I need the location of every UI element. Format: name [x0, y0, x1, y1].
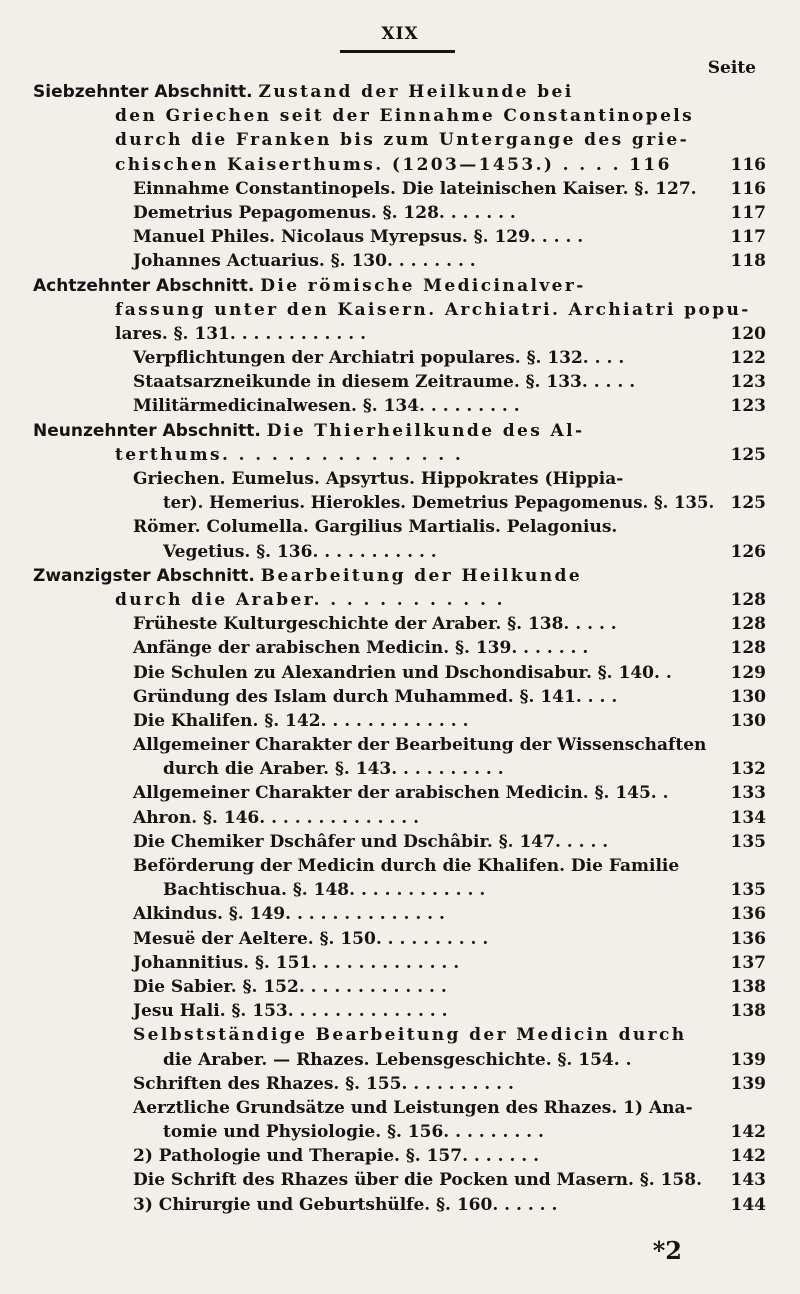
- toc-line: [0, 709, 800, 733]
- toc-entry: Jesu Hali. §. 153. . . . . . . . . . . . . .: [133, 1001, 448, 1022]
- toc-line-text: [133, 902, 445, 926]
- toc-line-text: [33, 564, 582, 588]
- toc-line: [0, 757, 800, 781]
- page-ref: 118: [730, 251, 766, 272]
- page-ref: 139: [730, 1049, 766, 1070]
- toc-line-text: [133, 1023, 686, 1047]
- page-number: XIX: [381, 24, 419, 44]
- toc-entry: Bachtischua. §. 148. . . . . . . . . . . .: [163, 880, 486, 901]
- toc-entry: Zustand der Heilkunde bei: [258, 82, 574, 102]
- toc-line-text: [133, 806, 419, 830]
- section-heading: Achtzehnter Abschnitt.: [33, 275, 255, 296]
- toc-line-text: [133, 999, 448, 1023]
- toc-entry: Militärmedicinalwesen. §. 134. . . . . . . . .: [133, 396, 520, 417]
- page-ref: 128: [730, 614, 766, 635]
- toc-line: [0, 394, 800, 418]
- toc-entry: Römer. Columella. Gargilius Martialis. Pelagonius.: [133, 517, 618, 538]
- toc-line: [0, 806, 800, 830]
- toc-entry: Alkindus. §. 149. . . . . . . . . . . . . .: [133, 904, 445, 925]
- toc-line: [0, 612, 800, 636]
- toc-entry: Allgemeiner Charakter der Bearbeitung der Wissenschaften: [133, 735, 707, 756]
- page-ref: 120: [730, 323, 766, 344]
- toc-line: [0, 249, 800, 273]
- toc-line: [0, 177, 800, 201]
- toc-line-text: [33, 419, 584, 443]
- page-ref: 116: [730, 178, 766, 199]
- page-ref: 129: [730, 662, 766, 683]
- toc-line-text: [133, 1072, 514, 1096]
- page-ref: 130: [730, 710, 766, 731]
- toc-line: [0, 225, 800, 249]
- toc-line: [0, 733, 800, 757]
- toc-line: [0, 1144, 800, 1168]
- toc-line-text: [163, 1048, 632, 1072]
- toc-line-text: [163, 1120, 544, 1144]
- toc-line: [0, 636, 800, 660]
- toc-line: [0, 298, 800, 322]
- toc-entry: fassung unter den Kaisern. Archiatri. Archiatri popu-: [115, 299, 751, 320]
- toc-line: [0, 346, 800, 370]
- toc-entry: Einnahme Constantinopels. Die lateinischen Kaiser. §. 127.: [133, 178, 697, 199]
- toc-line: [0, 1168, 800, 1192]
- toc-line: [0, 878, 800, 902]
- toc-line-text: [133, 1144, 539, 1168]
- page-ref: 136: [730, 904, 766, 925]
- page-ref: 136: [730, 928, 766, 949]
- page-ref: 125: [730, 444, 766, 465]
- toc-line-text: [115, 298, 751, 322]
- page-ref: 123: [730, 396, 766, 417]
- toc-line-text: [133, 1193, 557, 1217]
- toc-line-text: [33, 80, 574, 104]
- toc-line-text: [133, 685, 617, 709]
- page-ref: 137: [730, 952, 766, 973]
- toc-line-text: [133, 830, 608, 854]
- toc-line-text: [115, 322, 366, 346]
- toc-entry: durch die Araber. . . . . . . . . . . .: [115, 589, 505, 610]
- toc-line-text: [133, 951, 459, 975]
- toc-entry: Schriften des Rhazes. §. 155. . . . . . . . . .: [133, 1073, 514, 1094]
- toc-entry: Manuel Philes. Nicolaus Myrepsus. §. 129. . . . .: [133, 227, 584, 248]
- toc-line-text: [163, 878, 485, 902]
- page-ref: 122: [730, 348, 766, 369]
- toc-line-text: [133, 370, 635, 394]
- toc-line: [0, 1120, 800, 1144]
- toc-entry: Aerztliche Grundsätze und Leistungen des Rhazes. 1) Ana-: [133, 1097, 693, 1118]
- toc-line: [0, 201, 800, 225]
- toc-line: [0, 1193, 800, 1217]
- toc-entry: ter). Hemerius. Hierokles. Demetrius Pepagomenus. §. 135.: [163, 493, 715, 514]
- toc-line: [0, 515, 800, 539]
- page-ref: 128: [730, 638, 766, 659]
- page-ref: 133: [730, 783, 766, 804]
- toc-line: [0, 491, 800, 515]
- page-ref: 123: [730, 372, 766, 393]
- page-ref: 139: [730, 1073, 766, 1094]
- page-ref: 135: [730, 831, 766, 852]
- toc-entry: Ahron. §. 146. . . . . . . . . . . . . .: [133, 807, 420, 828]
- toc-entry: Verpflichtungen der Archiatri populares. §. 132. . . .: [133, 348, 625, 369]
- toc-line-text: [163, 491, 714, 515]
- page-ref: 130: [730, 686, 766, 707]
- toc-entry: Staatsarzneikunde in diesem Zeitraume. §. 133. . . . .: [133, 372, 636, 393]
- toc-entry: Die Schrift des Rhazes über die Pocken und Masern. §. 158.: [133, 1170, 703, 1191]
- toc-line-text: [133, 394, 520, 418]
- toc-entry: durch die Araber. §. 143. . . . . . . . . .: [163, 759, 504, 780]
- toc-line: [0, 588, 800, 612]
- toc-line: [0, 540, 800, 564]
- toc-line-text: [133, 612, 617, 636]
- toc-entry: Die Thierheilkunde des Al-: [266, 420, 585, 441]
- toc-entry: Allgemeiner Charakter der arabischen Medicin. §. 145. .: [133, 783, 669, 804]
- toc-line: [0, 927, 800, 951]
- toc-entry: Johannes Actuarius. §. 130. . . . . . . .: [133, 251, 476, 272]
- page-ref: 144: [730, 1194, 766, 1215]
- page-ref: 142: [730, 1146, 766, 1167]
- toc-entry: Selbstständige Bearbeitung der Medicin durch: [133, 1025, 687, 1046]
- toc-entry: Früheste Kulturgeschichte der Araber. §. 138. . . . .: [133, 614, 617, 635]
- toc-line: [0, 975, 800, 999]
- toc-line-text: [133, 709, 469, 733]
- toc-entry: Die Sabier. §. 152. . . . . . . . . . . . .: [133, 976, 447, 997]
- toc-line-text: [115, 128, 689, 152]
- page-ref: 142: [730, 1122, 766, 1143]
- toc-line: [0, 564, 800, 588]
- page-ref: 134: [730, 807, 766, 828]
- toc-line-text: [133, 1168, 702, 1192]
- toc-line: [0, 661, 800, 685]
- toc-entry: den Griechen seit der Einnahme Constantinopels: [115, 106, 695, 127]
- toc-line: [0, 951, 800, 975]
- toc-entry: Die römische Medicinalver-: [260, 275, 586, 296]
- toc-line-text: [133, 1096, 693, 1120]
- toc-line-text: [115, 588, 505, 612]
- toc-line: [0, 128, 800, 152]
- toc-line: [0, 854, 800, 878]
- toc-line: [0, 1023, 800, 1047]
- toc-entry: Mesuë der Aeltere. §. 150. . . . . . . . . .: [133, 928, 489, 949]
- toc-entry: lares. §. 131. . . . . . . . . . . .: [115, 323, 366, 344]
- toc-line: [0, 104, 800, 128]
- toc-entry: Gründung des Islam durch Muhammed. §. 141. . . .: [133, 686, 618, 707]
- toc-line-text: [115, 443, 463, 467]
- toc-entry: Vegetius. §. 136. . . . . . . . . . .: [163, 541, 437, 562]
- toc-line-text: [133, 733, 706, 757]
- toc-line-text: [133, 201, 516, 225]
- page-ref: 117: [730, 227, 766, 248]
- toc-line-text: [133, 781, 669, 805]
- toc-entry: Beförderung der Medicin durch die Khalifen. Die Familie: [133, 856, 680, 876]
- toc-line: [0, 999, 800, 1023]
- section-heading: Siebzehnter Abschnitt.: [33, 82, 253, 102]
- toc-entry: Griechen. Eumelus. Apsyrtus. Hippokrates (Hippia-: [133, 469, 624, 489]
- toc-line-text: [163, 757, 504, 781]
- toc-line-text: [163, 540, 437, 564]
- toc-entry: Anfänge der arabischen Medicin. §. 139. . . . . . .: [133, 638, 589, 659]
- toc-line-text: [133, 636, 588, 660]
- toc-line: [0, 274, 800, 298]
- toc-line: [0, 781, 800, 805]
- toc-line: [0, 443, 800, 467]
- toc-entry: 2) Pathologie und Therapie. §. 157. . . . . . .: [133, 1146, 540, 1167]
- page-ref: 116: [730, 154, 766, 175]
- toc-line: [0, 370, 800, 394]
- section-heading: Neunzehnter Abschnitt.: [33, 420, 261, 441]
- page-ref: 143: [730, 1170, 766, 1191]
- page-ref: 138: [730, 976, 766, 997]
- toc-line-text: [133, 927, 488, 951]
- toc-line: [0, 830, 800, 854]
- toc-entry: Die Chemiker Dschâfer und Dschâbir. §. 147. . . . .: [133, 831, 609, 852]
- table-of-contents: [0, 80, 800, 1217]
- header-rule: [340, 50, 455, 53]
- toc-line: [0, 902, 800, 926]
- toc-line-text: [133, 661, 672, 685]
- toc-line-text: [133, 515, 617, 539]
- toc-line: [0, 1096, 800, 1120]
- toc-entry: terthums. . . . . . . . . . . . . . .: [115, 444, 464, 465]
- toc-line-text: [133, 249, 476, 273]
- toc-line-text: [133, 467, 623, 491]
- toc-entry: Die Khalifen. §. 142. . . . . . . . . . . . .: [133, 710, 469, 731]
- page-ref: 132: [730, 759, 766, 780]
- toc-line: [0, 153, 800, 177]
- toc-line: [0, 1072, 800, 1096]
- toc-line: [0, 419, 800, 443]
- toc-line: [0, 322, 800, 346]
- seite-label: Seite: [707, 58, 756, 78]
- toc-entry: Die Schulen zu Alexandrien und Dschondisabur. §. 140. .: [133, 662, 672, 683]
- section-heading: Zwanzigster Abschnitt.: [33, 565, 255, 586]
- toc-line: [0, 685, 800, 709]
- toc-entry: durch die Franken bis zum Untergange des grie-: [115, 130, 690, 151]
- toc-entry: die Araber. — Rhazes. Lebensgeschichte. §. 154. .: [163, 1049, 632, 1070]
- toc-line-text: [133, 225, 583, 249]
- toc-entry: Demetrius Pepagomenus. §. 128. . . . . . .: [133, 202, 516, 223]
- page-ref: 117: [730, 202, 766, 223]
- toc-line-text: [133, 854, 679, 878]
- page-ref: 125: [730, 493, 766, 514]
- page-ref: 126: [730, 541, 766, 562]
- toc-entry: tomie und Physiologie. §. 156. . . . . . . . .: [163, 1122, 544, 1143]
- toc-entry: Bearbeitung der Heilkunde: [260, 565, 583, 586]
- toc-line-text: [133, 975, 447, 999]
- toc-line-text: [33, 274, 586, 298]
- page-ref: 138: [730, 1001, 766, 1022]
- page-ref: 128: [730, 589, 766, 610]
- toc-line: [0, 80, 800, 104]
- toc-entry: 3) Chirurgie und Geburtshülfe. §. 160. . . . . .: [133, 1194, 558, 1215]
- toc-line: [0, 1048, 800, 1072]
- page-ref: 135: [730, 880, 766, 901]
- toc-line: [0, 467, 800, 491]
- toc-line-text: [133, 177, 697, 201]
- continuation-mark: *2: [652, 1236, 682, 1265]
- toc-line-text: [115, 104, 694, 128]
- toc-line-text: [115, 153, 672, 177]
- toc-line-text: [133, 346, 624, 370]
- toc-entry: chischen Kaiserthums. (1203—1453.) . . . . 116: [115, 154, 672, 175]
- toc-entry: Johannitius. §. 151. . . . . . . . . . . . .: [133, 952, 460, 973]
